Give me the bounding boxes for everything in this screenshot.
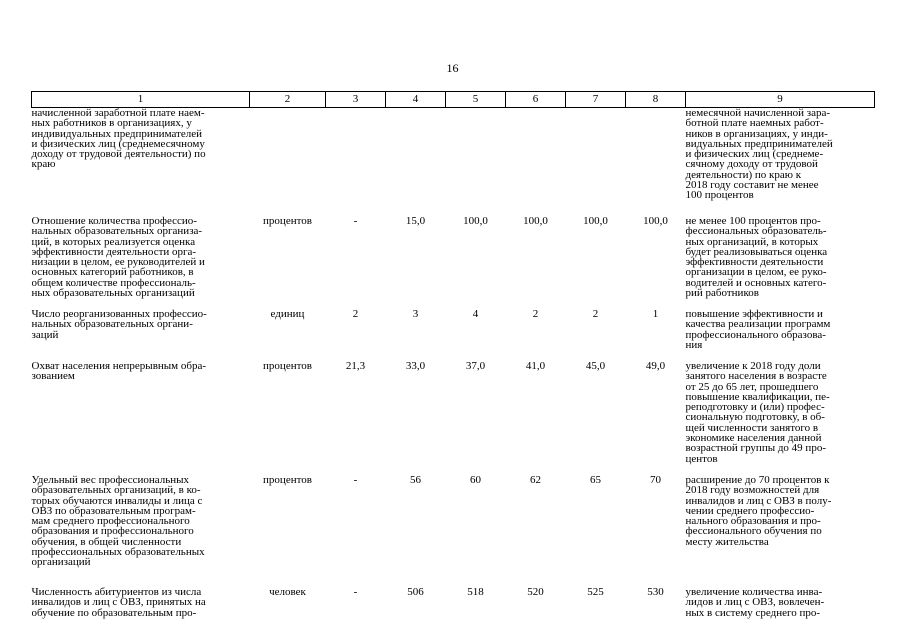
table-header-row [32,92,875,108]
value-cell: 100,0 [463,215,488,227]
indicator-name: начисленной заработной плате наем- ных работников в организациях, у индивидуальных предпринимателей и физических лиц (среднемесячному доходу от трудовой деятельности) по краю [31,107,206,171]
unit-cell: процентов [263,360,312,372]
value-cell: - [353,586,358,598]
value-cell: 37,0 [465,360,486,372]
indicator-name: Охват населения непрерывным обра- зованием [31,360,207,383]
value-cell: 21,3 [345,360,366,372]
indicator-name: Удельный вес профессиональных образовательных организаций, в ко- торых обучаются инвалиды и лица с ОВЗ по образовательным програм- мам среднего профессионального образования и профессионального обучения, в общей численности профессиональных образовательных организаций [31,474,205,569]
value-cell [566,108,626,206]
value-cell: 525 [587,586,604,598]
note-text: расширение до 70 процентов к 2018 году возможностей для инвалидов и лиц с ОВЗ в полу- чении среднего профессио- нального образования и про- фессионального обучения по месту жительства [685,474,832,548]
value-cell: 100,0 [523,215,548,227]
unit-cell: единиц [270,308,305,320]
value-cell [506,108,566,206]
table-row [32,108,875,206]
note-text: увеличение количества инва- лидов и лиц с ОВЗ, вовлечен- ных в систему среднего про- [685,586,825,619]
value-cell: 70 [650,474,661,486]
value-cell: 506 [407,586,424,598]
note-cell [686,108,875,206]
unit-cell: процентов [263,215,312,227]
note-text: немесячной начисленной зара- ботной плате наемных работ- ников в организациях, у инди- видуальных предпринимателей и физических лиц (среднеме- сячному доходу от трудовой деятельности) по краю к 2018 году составит не менее 100 процентов [685,107,833,202]
indicator-name: Численность абитуриентов из числа инвалидов и лиц с ОВЗ, принятых на обучение по образовательным про- [31,586,206,619]
indicators-table [31,91,875,621]
header-cell-7: 7 [566,92,626,108]
value-cell: 45,0 [585,360,606,372]
value-cell: - [353,474,358,486]
value-cell: 56 [410,474,421,486]
value-cell: 520 [527,586,544,598]
value-cell [446,108,506,206]
header-cell-5: 5 [446,92,506,108]
header-cell-3: 3 [326,92,386,108]
value-cell: 15,0 [405,215,426,227]
indicator-name-cell [32,471,250,581]
value-cell: 1 [652,308,659,320]
value-cell: 60 [470,474,481,486]
value-cell: 2 [532,308,539,320]
value-cell: 518 [467,586,484,598]
note-cell [686,354,875,471]
value-cell: - [353,215,358,227]
value-cell: 2 [352,308,359,320]
value-cell [326,108,386,206]
value-cell: 2 [592,308,599,320]
note-cell [686,581,875,621]
header-cell-9: 9 [686,92,875,108]
note-text: не менее 100 процентов про- фессиональных образователь- ных организаций, в которых будет реализовываться оценка эффективности деятельности организации в целом, ее руко- водителей и основных катего- рий работников [685,215,828,300]
value-cell [626,108,686,206]
indicator-name: Число реорганизованных профессио- нальных образовательных органи- заций [31,308,207,341]
table-row [32,354,875,471]
value-cell: 3 [412,308,419,320]
value-cell: 65 [590,474,601,486]
header-cell-4: 4 [386,92,446,108]
indicator-name-cell [32,205,250,307]
value-cell: 100,0 [643,215,668,227]
note-cell [686,307,875,354]
table-row [32,471,875,581]
unit-cell [250,108,326,206]
page-number: 16 [446,61,459,75]
table-row [32,205,875,307]
header-cell-2: 2 [250,92,326,108]
note-cell [686,471,875,581]
indicator-name-cell [32,581,250,621]
note-text: повышение эффективности и качества реализации программ профессионального образова- ния [685,308,831,351]
value-cell: 33,0 [405,360,426,372]
value-cell: 62 [530,474,541,486]
note-cell [686,205,875,307]
value-cell: 49,0 [645,360,666,372]
value-cell: 100,0 [583,215,608,227]
indicator-name-cell [32,354,250,471]
indicator-name-cell [32,307,250,354]
value-cell [386,108,446,206]
value-cell: 4 [472,308,479,320]
value-cell: 41,0 [525,360,546,372]
table-row [32,581,875,621]
header-cell-8: 8 [626,92,686,108]
unit-cell: человек [269,586,306,598]
header-cell-1: 1 [32,92,250,108]
unit-cell: процентов [263,474,312,486]
indicator-name-cell [32,108,250,206]
indicator-name: Отношение количества профессио- нальных образовательных организа- ций, в которых реализуется оценка эффективности деятельности орга- низации в целом, ее руководителей и основных категорий работников, в общем количестве профессиональ- ных образовательных организаций [31,215,205,300]
table-row [32,307,875,354]
header-cell-6: 6 [506,92,566,108]
note-text: увеличение к 2018 году доли занятого населения в возрасте от 25 до 65 лет, прошедшего повышение квалификации, пе- реподготовку и (или) профес- сиональную подготовку, в об- щей численности занятого в экономике населения данной возрастной группы до 49 про- центов [685,360,830,465]
value-cell: 530 [647,586,664,598]
